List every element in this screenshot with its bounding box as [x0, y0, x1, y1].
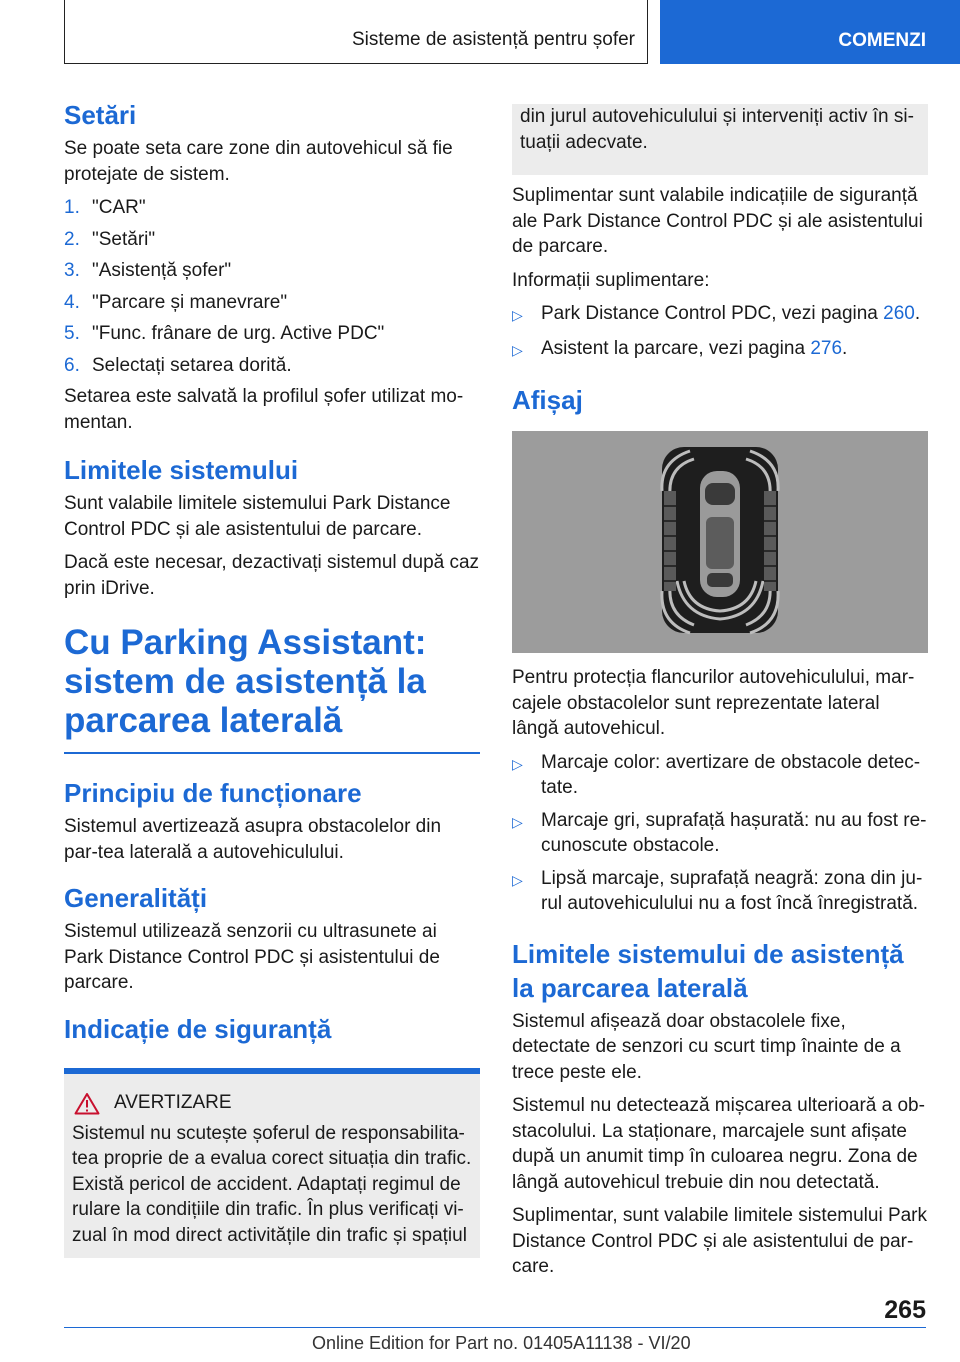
step-item	[64, 195, 480, 221]
step-number: 3.	[64, 260, 80, 281]
display-item-text: Marcaje gri, suprafață hașurată: nu au fost re-cunoscute obstacole.	[541, 809, 927, 856]
step-text: "CAR"	[92, 197, 146, 218]
safety-heading: Indicație de siguranță	[64, 1013, 332, 1044]
footer-edition: Online Edition for Part no. 01405A11138 - VI/20	[312, 1333, 691, 1353]
display-intro: Pentru protecția flancurilor autovehiculului, mar-cajele obstacolelor sunt reprezentate lateral lângă autovehicul.	[512, 667, 915, 739]
display-list	[512, 750, 928, 917]
step-text: "Func. frânare de urg. Active PDC"	[92, 323, 385, 344]
info-item-text	[541, 336, 847, 364]
limits-text-1: Sunt valabile limitele sistemului Park Distance Control PDC și ale asistentului de parcare.	[64, 493, 451, 540]
general-text: Sistemul utilizează senzorii cu ultrasunete ai Park Distance Control PDC și asistentului de parcare.	[64, 921, 440, 993]
display-item	[512, 866, 928, 917]
page-link-276[interactable]: 276	[810, 337, 843, 359]
step-text: "Parcare și manevrare"	[92, 291, 288, 313]
right-column	[512, 104, 928, 1288]
parking-view-illustration	[512, 431, 928, 653]
display-item	[512, 750, 928, 801]
parking-display-image	[512, 431, 928, 653]
warning-text-continued: din jurul autovehiculului și interveniți activ în si-tuații adecvate.	[520, 106, 914, 153]
info-item-label: Asistent la parcare, vezi pagina	[541, 337, 811, 359]
limits2-text-2: Sistemul nu detectează mișcarea ulterioară a ob-stacolului. La staționare, marcajele sunt afișate după un anumit timp în culoarea negru. Zona de lângă autovehicul trebuie din nou detectată.	[512, 1095, 925, 1193]
warning-label: AVERTIZARE	[114, 1092, 232, 1113]
settings-saved-note: Setarea este salvată la profilul șofer utilizat mo-mentan.	[64, 386, 464, 433]
page-number: 265	[884, 1296, 926, 1324]
principle-text: Sistemul avertizează asupra obstacolelor din par-tea laterală a autovehiculului.	[64, 816, 442, 863]
settings-steps	[64, 195, 480, 378]
step-item	[64, 227, 480, 253]
display-item-text: Lipsă marcaje, suprafață neagră: zona din ju-rul autovehiculului nu a fost încă înregistrată.	[541, 867, 923, 914]
settings-heading: Setări	[64, 100, 137, 130]
step-text: "Setări"	[92, 228, 156, 250]
triangle-bullet-icon: ▷	[512, 813, 523, 830]
step-number: 4.	[64, 291, 80, 313]
limits-text-2: Dacă este necesar, dezactivați sistemul după caz prin iDrive.	[64, 552, 480, 599]
general-heading: Generalități	[64, 883, 208, 913]
display-item	[512, 808, 928, 859]
warning-text: Sistemul nu scutește șoferul de responsabilita-tea proprie de a evalua corect situația din trafic. Există pericol de accident. Adaptați regimul de rulare la condițiile din trafic. În plus verificați vi-zual în mod direct activitățile din trafic și spațiul	[72, 1122, 472, 1246]
limits-heading: Limitele sistemului	[64, 455, 299, 485]
step-number: 6.	[64, 354, 80, 376]
step-number: 5.	[64, 323, 80, 344]
left-column	[64, 98, 480, 1258]
limits2-text-3: Suplimentar, sunt valabile limitele sistemului Park Distance Control PDC și ale asistentului de par-care.	[512, 1205, 928, 1277]
principle-heading: Principiu de funcționare	[64, 778, 362, 808]
warning-box	[64, 1068, 480, 1259]
chapter-title: COMENZI	[838, 30, 926, 51]
header-section-title	[64, 0, 648, 64]
info-item-end: .	[914, 303, 921, 324]
step-number: 2.	[64, 228, 80, 250]
main-section-heading: Cu Parking Assistant: sistem de asistență la parcarea laterală	[64, 623, 480, 754]
settings-intro: Se poate seta care zone din autovehicul să fie protejate de sistem.	[64, 138, 453, 185]
info-item	[512, 336, 928, 364]
warning-header	[72, 1092, 472, 1115]
triangle-bullet-icon: ▷	[512, 755, 523, 772]
step-item	[64, 258, 480, 284]
step-item	[64, 353, 480, 379]
info-label: Informații suplimentare:	[512, 269, 710, 291]
info-item-end: .	[842, 337, 848, 359]
limits2-heading: Limitele sistemului de asistență la parcarea laterală	[512, 938, 904, 1003]
step-text: Selectați setarea dorită.	[92, 354, 292, 376]
display-heading: Afișaj	[512, 385, 583, 415]
step-item	[64, 321, 480, 347]
step-item	[64, 290, 480, 316]
triangle-bullet-icon: ▷	[512, 871, 523, 888]
info-item-label: Park Distance Control PDC, vezi pagina	[541, 303, 884, 324]
limits2-text-1: Sistemul afișează doar obstacolele fixe, detectate de senzori cu scurt timp înainte de a trece peste ele.	[512, 1010, 901, 1083]
warning-triangle-icon	[74, 1092, 100, 1115]
page-link-260[interactable]: 260	[883, 303, 915, 324]
triangle-bullet-icon: ▷	[512, 341, 523, 358]
step-number: 1.	[64, 197, 80, 218]
warning-box-continued	[512, 104, 928, 175]
extra-safety-text: Suplimentar sunt valabile indicațiile de siguranță ale Park Distance Control PDC și ale asistentului de parcare.	[512, 185, 923, 257]
info-item-text	[541, 301, 920, 329]
header-chapter-tab	[660, 0, 960, 64]
section-title: Sisteme de asistență pentru șofer	[351, 29, 635, 50]
footer-divider	[64, 1327, 926, 1328]
info-item	[512, 301, 928, 329]
triangle-bullet-icon: ▷	[512, 307, 523, 323]
step-text: "Asistență șofer"	[92, 260, 232, 281]
display-item-text: Marcaje color: avertizare de obstacole detec-tate.	[541, 751, 921, 798]
info-list	[512, 301, 928, 363]
